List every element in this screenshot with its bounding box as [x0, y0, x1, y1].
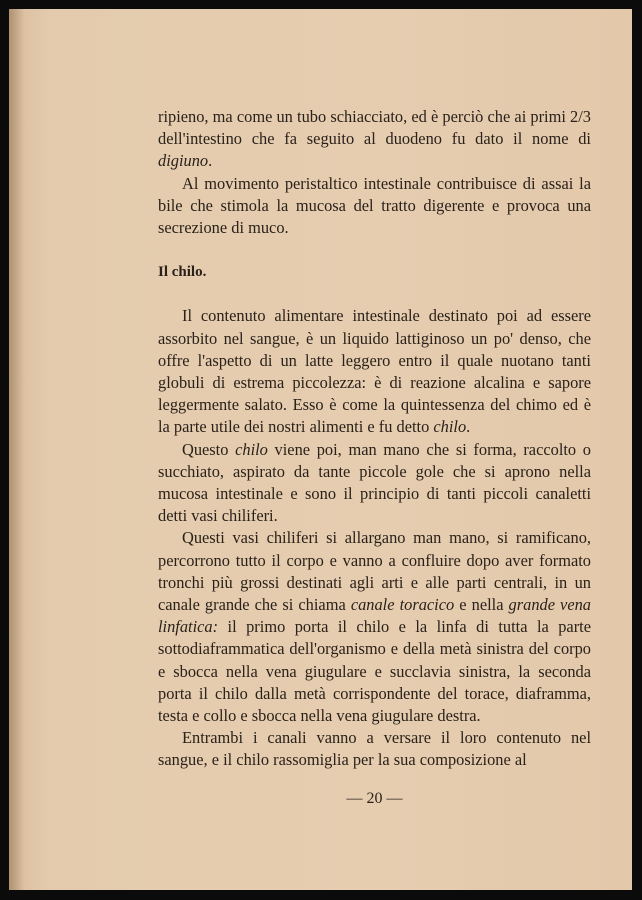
book-page: [9, 9, 632, 890]
section-heading: Il chilo.: [158, 264, 207, 281]
paragraph-3: Il contenuto alimentare intestinale destinato poi ad essere assorbito nel sangue, è un liquido lattiginoso un po' denso, che offre l'aspetto di un latte leggero entro il quale nuotano tanti globuli di estrema piccolezza: è di reazione alcalina e sapore leggermente salato. Esso è come la quintessenza del chimo ed è la parte utile dei nostri alimenti e fu detto chilo.: [158, 306, 591, 437]
body-text: [158, 106, 591, 772]
paragraph-2: Al movimento peristaltico intestinale contribuisce di assai la bile che stimola la mucosa del tratto digerente e provoca una secrezione di muco.: [158, 173, 591, 238]
paragraph-6: Entrambi i canali vanno a versare il loro contenuto nel sangue, e il chilo rassomiglia per la sua composizione al: [158, 728, 591, 770]
paragraph-5: Questi vasi chiliferi si allargano man mano, si ramificano, percorrono tutto il corpo e vanno a confluire dopo aver formato tronchi più grossi destinati agli arti e alle parti centrali, in un canale grande che si chiama canale toracico e nella grande vena linfatica: il primo porta il chilo e la linfa di tutta la parte sottodiaframmatica dell'organismo e della metà sinistra del corpo e sbocca nella vena giugulare e succlavia sinistra, la seconda porta il chilo dalla metà corrispondente del torace, diaframma, testa e collo e sbocca nella vena giugulare destra.: [158, 528, 591, 726]
page-number: — 20 —: [346, 790, 403, 807]
paragraph-4: Questo chilo viene poi, man mano che si forma, raccolto o succhiato, aspirato da tante piccole gole che si aprono nella mucosa intestinale e sono il principio di tanti piccoli canaletti detti vasi chiliferi.: [158, 439, 591, 526]
paragraph-1: ripieno, ma come un tubo schiacciato, ed è perciò che ai primi 2/3 dell'intestino che fa seguito al duodeno fu dato il nome di digiuno.: [158, 107, 591, 171]
